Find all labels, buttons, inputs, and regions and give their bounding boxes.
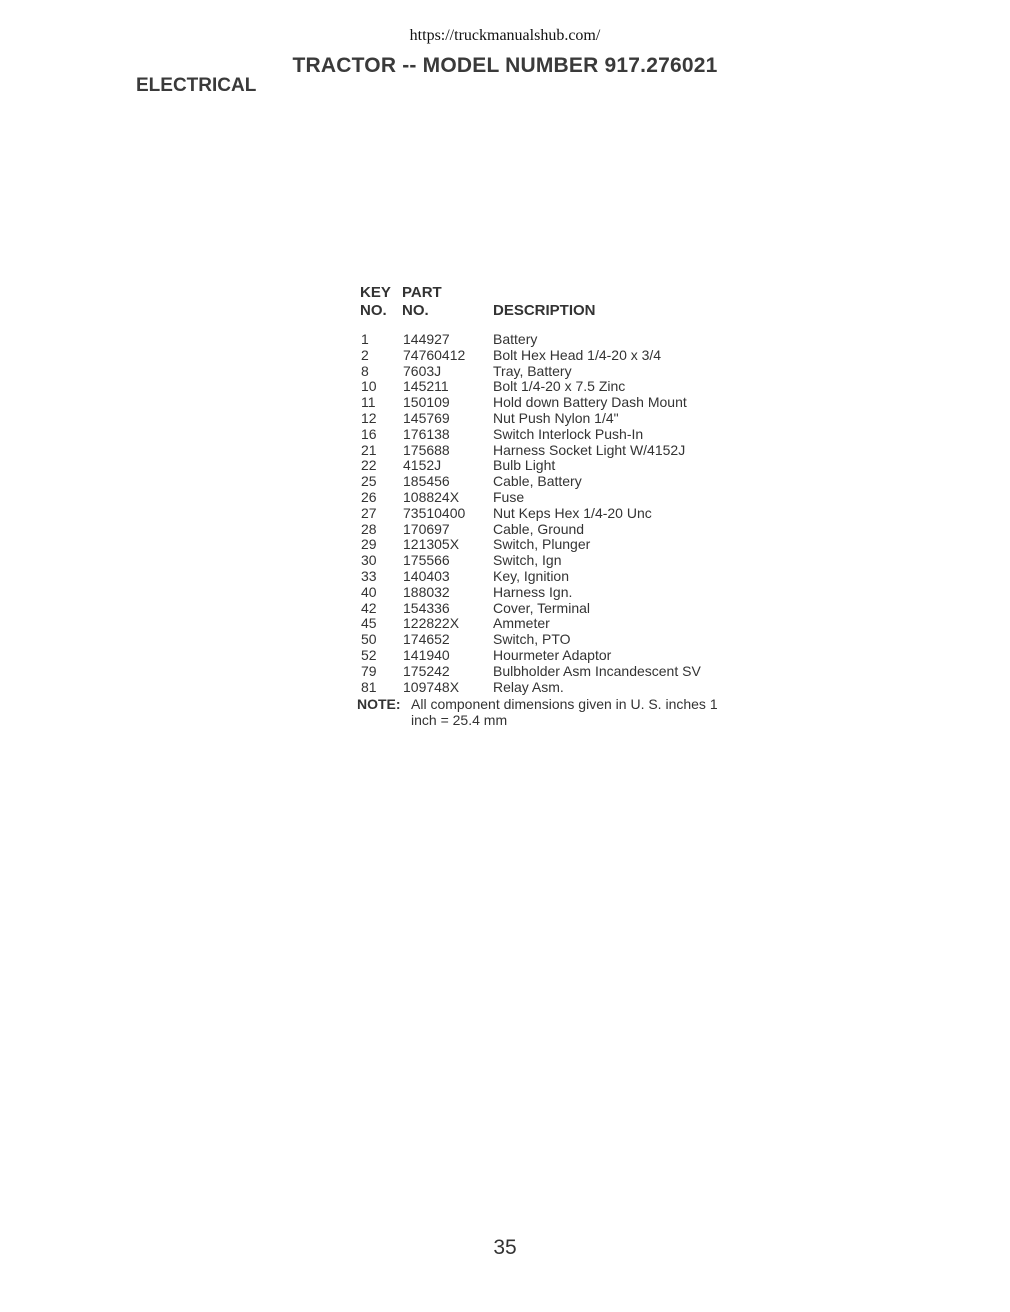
description-cell: Hourmeter Adaptor [493,646,612,663]
table-row [358,364,778,380]
key-no-cell: 52 [361,646,377,663]
key-no-cell: 2 [361,346,369,363]
part-no-cell: 109748X [403,678,460,695]
key-no-cell: 45 [361,615,377,632]
description-cell: Switch, Ign [493,552,562,569]
part-no-cell: 154336 [403,599,450,616]
table-row [358,537,778,553]
description-cell: Nut Keps Hex 1/4-20 Unc [493,504,652,521]
table-row [358,522,778,538]
part-no-cell: 185456 [403,473,450,490]
table-row [358,585,778,601]
table-row [358,664,778,680]
key-no-cell: 22 [361,457,377,474]
key-no-cell: 30 [361,552,377,569]
description-cell: Harness Socket Light W/4152J [493,441,686,458]
key-no-cell: 81 [361,678,377,695]
key-no-cell: 10 [361,378,377,395]
part-no-cell: 174652 [403,631,450,648]
description-cell: Fuse [493,488,525,505]
table-row [358,348,778,364]
description-header: DESCRIPTION [493,302,596,319]
key-no-cell: 50 [361,631,377,648]
part-no-cell: 73510400 [403,504,466,521]
table-row [358,379,778,395]
part-no-header-line1: PART [402,284,442,301]
description-cell: Cover, Terminal [493,599,591,616]
table-row [358,680,778,696]
key-no-cell: 40 [361,583,377,600]
key-no-cell: 79 [361,662,377,679]
parts-table [358,284,778,695]
part-no-cell: 4152J [403,457,442,474]
part-no-header-line2: NO. [402,302,429,319]
table-row [358,411,778,427]
table-row [358,474,778,490]
table-row [358,616,778,632]
key-no-header-line1: KEY [360,284,391,301]
table-row [358,443,778,459]
description-cell: Relay Asm. [493,678,564,695]
key-no-cell: 27 [361,504,377,521]
table-row [358,648,778,664]
part-no-cell: 188032 [403,583,450,600]
description-cell: Cable, Battery [493,473,582,490]
key-no-cell: 42 [361,599,377,616]
part-no-cell: 145211 [403,378,449,395]
key-no-cell: 29 [361,536,377,553]
description-cell: Harness Ign. [493,583,573,600]
part-no-cell: 121305X [403,536,460,553]
part-no-cell: 150109 [403,394,450,411]
key-no-cell: 11 [361,394,376,411]
table-row [358,395,778,411]
description-cell: Bulbholder Asm Incandescent SV [493,662,701,679]
key-no-cell: 21 [361,441,377,458]
part-no-cell: 170697 [403,520,450,537]
note-text: All component dimensions given in U. S. inches 1 inch = 25.4 mm [411,696,718,728]
table-row [358,427,778,443]
part-no-cell: 74760412 [403,346,466,363]
table-row [358,601,778,617]
part-no-cell: 145769 [403,409,450,426]
key-no-cell: 12 [361,409,377,426]
table-row [358,569,778,585]
parts-table-header [358,284,778,332]
description-cell: Bulb Light [493,457,556,474]
description-cell: Nut Push Nylon 1/4" [493,409,619,426]
description-cell: Hold down Battery Dash Mount [493,394,687,411]
table-row [358,332,778,348]
description-cell: Switch, Plunger [493,536,591,553]
parts-table-body [358,332,778,695]
part-no-cell: 108824X [403,488,460,505]
key-no-cell: 8 [361,362,369,379]
description-cell: Bolt Hex Head 1/4-20 x 3/4 [493,346,662,363]
part-no-cell: 122822X [403,615,460,632]
page-number: 35 [493,1236,517,1259]
part-no-cell: 176138 [403,425,450,442]
description-cell: Switch, PTO [493,631,571,648]
key-no-cell: 26 [361,488,377,505]
description-cell: Tray, Battery [493,362,572,379]
key-no-cell: 33 [361,567,377,584]
description-cell: Bolt 1/4-20 x 7.5 Zinc [493,378,626,395]
part-no-cell: 175566 [403,552,450,569]
source-url: https://truckmanualshub.com/ [409,27,601,44]
key-no-cell: 25 [361,473,377,490]
key-no-cell: 16 [361,425,377,442]
description-cell: Cable, Ground [493,520,585,537]
description-cell: Switch Interlock Push-In [493,425,644,442]
key-no-cell: 1 [361,331,369,347]
part-no-cell: 7603J [403,362,442,379]
key-no-header-line2: NO. [360,302,387,319]
part-no-cell: 140403 [403,567,450,584]
description-cell: Key, Ignition [493,567,570,584]
table-row [358,553,778,569]
description-cell: Ammeter [493,615,550,632]
part-no-cell: 175688 [403,441,450,458]
key-no-cell: 28 [361,520,377,537]
note-label: NOTE: [357,696,401,712]
table-row [358,490,778,506]
part-no-cell: 141940 [403,646,450,663]
page-title: TRACTOR -- MODEL NUMBER 917.276021 [292,54,718,77]
table-row [358,458,778,474]
part-no-cell: 144927 [403,331,450,347]
description-cell: Battery [493,331,538,347]
table-row [358,506,778,522]
table-row [358,632,778,648]
section-heading: ELECTRICAL [136,75,257,96]
part-no-cell: 175242 [403,662,450,679]
